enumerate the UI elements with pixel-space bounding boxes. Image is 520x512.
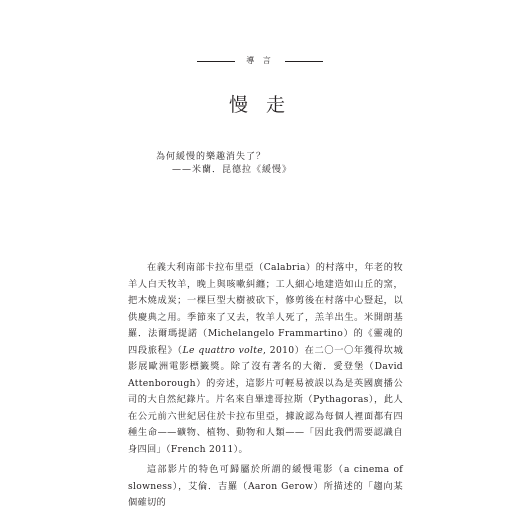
epigraph-attribution: ——米蘭．昆德拉《緩慢》	[172, 165, 293, 175]
paragraph-1-text-b: , 2010）在二〇一〇年獲得坎城影展歐洲電影標籤獎。除了沒有著名的大衛．愛登堡（David Attenborough）的旁述，這影片可輕易被誤以為是英國廣播公司的大自然紀錄片。片名來自畢達哥拉斯（Pythagoras），此人在公元前六世紀居住於卡拉布里亞，據說認為每個人裡面都有四種生命——礦物、植物、動物和人類——「因此我們需要認識自身四回」（French 2011）。	[128, 344, 403, 455]
chapter-title: 慢 走	[228, 94, 292, 116]
header-rule-right	[285, 61, 323, 62]
epigraph-quote: 為何緩慢的樂趣消失了？	[156, 152, 267, 162]
paragraph-1-text-a: 在義大利南部卡拉布里亞（Calabria）的村落中，年老的牧羊人白天牧羊，晚上與咳嗽糾纏；工人細心地建造如山丘的窯，把木燒成炭；一棵巨型大樹被砍下，修剪後在村落中心豎起，以供慶典之用。季節來了又去，牧羊人死了，羔羊出生。米開朗基羅．法爾瑪提諾（Michelangelo Frammartino）的《靈魂的四段旅程》（	[128, 262, 403, 356]
body-text	[128, 260, 403, 512]
paragraph-1	[128, 260, 403, 458]
section-label: 導 言	[246, 56, 274, 65]
film-title: Le quattro volte	[182, 344, 263, 356]
running-header	[0, 54, 520, 68]
paragraph-2: 這部影片的特色可歸屬於所謂的緩慢電影（a cinema of slowness），艾倫．吉羅（Aaron Gerow）所描述的「趨向某個確切的	[128, 464, 403, 508]
epigraph	[156, 151, 406, 177]
